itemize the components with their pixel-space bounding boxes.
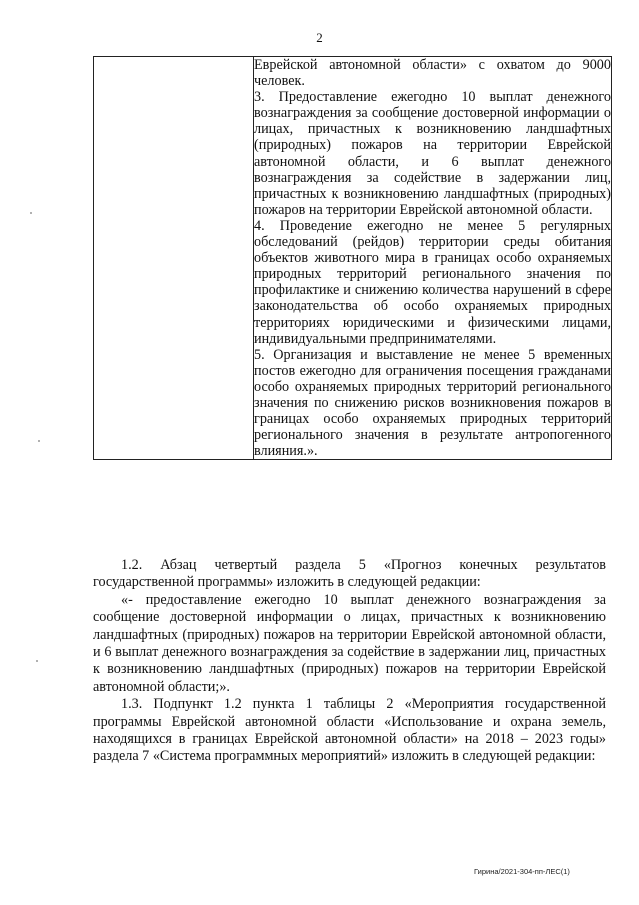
paragraph-quote: «- предоставление ежегодно 10 выплат денежного вознаграждения за сообщение достоверной информации о лицах, причастных к возникновению ландшафтных (природных) пожаров на территории Еврейской автономной области, и 6 выплат денежного вознаграждения за содействие в задержании лиц, причастных к возникновению ландшафтных (природных) пожаров на территории Еврейской автономной области;». — [93, 591, 606, 695]
page-number: 2 — [316, 30, 323, 45]
margin-mark — [36, 660, 38, 662]
content-table — [93, 56, 612, 460]
cell-paragraph: 5. Организация и выставление не менее 5 временных постов ежегодно для ограничения посещения гражданами особо охраняемых природных территорий регионального значения по снижению рисков возникновения пожаров в границах особо охраняемых природных территорий регионального значения в результате антропогенного влияния.». — [254, 346, 611, 460]
body-text — [93, 557, 606, 766]
table-cell-content — [254, 57, 612, 460]
table-cell-empty — [94, 57, 254, 460]
paragraph-1-2: 1.2. Абзац четвертый раздела 5 «Прогноз конечных результатов государственной программы» изложить в следующей редакции: — [93, 557, 606, 591]
document-code: Гирина/2021-304-пп-ЛЕС(1) — [474, 867, 570, 876]
cell-paragraph: Еврейской автономной области» с охватом до 9000 человек. — [254, 57, 611, 90]
table-row — [94, 57, 612, 460]
cell-paragraph: 4. Проведение ежегодно не менее 5 регулярных обследований (рейдов) территории среды обитания объектов животного мира в границах особо охраняемых природных территорий регионального значения по профилактике и снижению количества нарушений в сфере законодательства об особо охраняемых природных территориях юридическими и физическими лицами, индивидуальными предпринимателями. — [254, 217, 611, 347]
paragraph-1-3: 1.3. Подпункт 1.2 пункта 1 таблицы 2 «Мероприятия государственной программы Еврейской автономной области «Использование и охрана земель, находящихся в границах Еврейской автономной области» на 2018 – 2023 годы» раздела 7 «Система программных мероприятий» изложить в следующей редакции: — [93, 696, 606, 765]
cell-paragraph: 3. Предоставление ежегодно 10 выплат денежного вознаграждения за сообщение достоверной информации о лицах, причастных к возникновению ландшафтных (природных) пожаров на территории Еврейской автономной области, и 6 выплат денежного вознаграждения за содействие в задержании лиц, причастных к возникновению ландшафтных (природных) пожаров на территории Еврейской автономной области. — [254, 89, 611, 218]
margin-mark — [38, 440, 40, 442]
margin-mark — [30, 212, 32, 214]
